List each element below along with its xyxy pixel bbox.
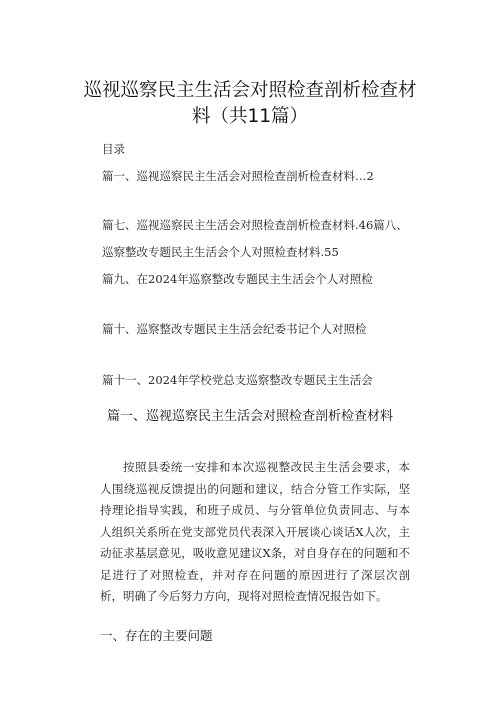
- section-title: 篇一、巡视巡察民主生活会对照检查剖析检查材料: [106, 409, 393, 424]
- title-line-1: 巡视巡察民主生活会对照检查剖析检查材: [83, 80, 417, 101]
- toc-entry: 篇一、巡视巡察民主生活会对照检查剖析检查材料…2: [102, 169, 374, 183]
- document-title: [60, 78, 440, 130]
- toc-entry: 巡察整改专题民主生活会个人对照检查材料.55: [102, 245, 339, 259]
- toc-heading: 目录: [102, 142, 125, 156]
- toc-entry: 篇十一、2024年学校党总支巡察整改专题民主生活会: [102, 373, 373, 387]
- toc-entry: 篇十、巡察整改专题民主生活会纪委书记个人对照检: [102, 322, 367, 336]
- subheading: 一、存在的主要问题: [100, 628, 213, 643]
- title-line-2: 料（共11篇）: [191, 106, 309, 127]
- toc-entry: 篇七、巡视巡察民主生活会对照检查剖析检查材料.46篇八、: [102, 218, 408, 232]
- toc-entry: 篇九、在2024年巡察整改专题民主生活会个人对照检: [102, 272, 373, 286]
- body-paragraph: 按照县委统一安排和本次巡视整改民主生活会要求，本人围绕巡视反馈提出的问题和建议，结合分管工作实际，坚持理论指导实践，和班子成员、与分管单位负责同志、与本人组织关系所在党支部党员代表深入开展谈心谈话X人次，主动征求基层意见，吸收意见建议X条，对自身存在的问题和不足进行了对照检查，并对存在问题的原因进行了深层次剖析，明确了今后努力方向，现将对照检查情况报告如下。: [100, 460, 410, 603]
